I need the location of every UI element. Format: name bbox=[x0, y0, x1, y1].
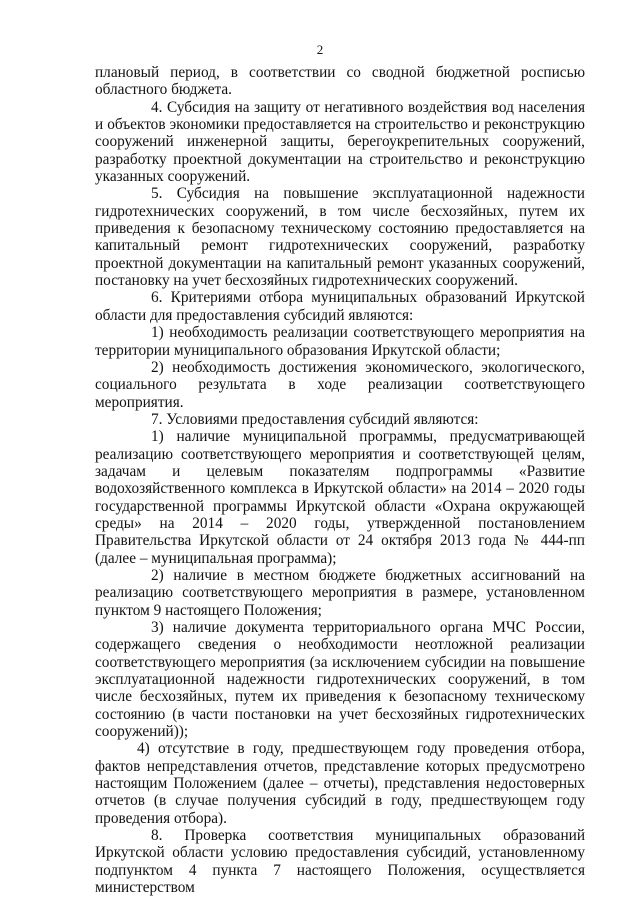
paragraph-item-4: 4. Субсидия на защиту от негативного воздействия вод населения и объектов экономики предоставляется на строительство и реконструкцию сооружений инженерной защиты, берегоукрепительных сооружений, разработку проектной документации на строительство и реконструкцию указанных сооружений. bbox=[95, 98, 585, 186]
document-body bbox=[95, 64, 585, 897]
paragraph-item-7: 7. Условиями предоставления субсидий являются: bbox=[151, 410, 479, 428]
paragraph-item-7-1: 1) наличие муниципальной программы, предусматривающей реализацию соответствующего мероприятия и соответствующей целям, задачам и целевым показателям подпрограммы «Развитие водохозяйственного комплекса в Иркутской области» на 2014 – 2020 годы государственной программы Иркутской области «Охрана окружающей среды» на 2014 – 2020 годы, утвержденной постановлением Правительства Иркутской области от 24 октября 2013 года № 444-пп (далее – муниципальная программа); bbox=[95, 428, 585, 567]
paragraph-item-6-2: 2) необходимость достижения экономического, экологического, социального результата в ходе реализации соответствующего мероприятия. bbox=[95, 358, 585, 411]
paragraph-continuation: плановый период, в соответствии со сводной бюджетной росписью областного бюджета. bbox=[95, 64, 585, 99]
paragraph-item-5: 5. Субсидия на повышение эксплуатационной надежности гидротехнических сооружений, в том числе бесхозяйных, путем их приведения к безопасному техническому состоянию предоставляется на капитальный ремонт гидротехнических сооружений, разработку проектной документации на капитальный ремонт указанных сооружений, постановку на учет бесхозяйных гидротехнических сооружений. bbox=[95, 185, 585, 290]
page-number: 2 bbox=[316, 42, 324, 57]
paragraph-item-6-1: 1) необходимость реализации соответствующего мероприятия на территории муниципального образования Иркутской области; bbox=[95, 324, 585, 359]
paragraph-item-7-4: 4) отсутствие в году, предшествующем году проведения отбора, фактов непредставления отчетов, представление которых предусмотрено настоящим Положением (далее – отчеты), представления недостоверных отчетов (в случае получения субсидий в году, предшествующем году проведения отбора). bbox=[95, 740, 585, 827]
paragraph-item-7-3: 3) наличие документа территориального органа МЧС России, содержащего сведения о необходимости неотложной реализации соответствующего мероприятия (за исключением субсидии на повышение эксплуатационной надежности гидротехнических сооружений, в том числе бесхозяйных, путем их приведения к безопасному техническому состоянию (в части постановки на учет бесхозяйных гидротехнических сооружений)); bbox=[95, 619, 585, 741]
paragraph-item-7-2: 2) наличие в местном бюджете бюджетных ассигнований на реализацию соответствующего мероприятия в размере, установленном пунктом 9 настоящего Положения; bbox=[95, 566, 585, 619]
paragraph-item-6: 6. Критериями отбора муниципальных образований Иркутской области для предоставления субсидий являются: bbox=[95, 289, 585, 324]
paragraph-item-8: 8. Проверка соответствия муниципальных образований Иркутской области условию предоставления субсидий, установленному подпунктом 4 пункта 7 настоящего Положения, осуществляется министерством bbox=[95, 827, 585, 897]
